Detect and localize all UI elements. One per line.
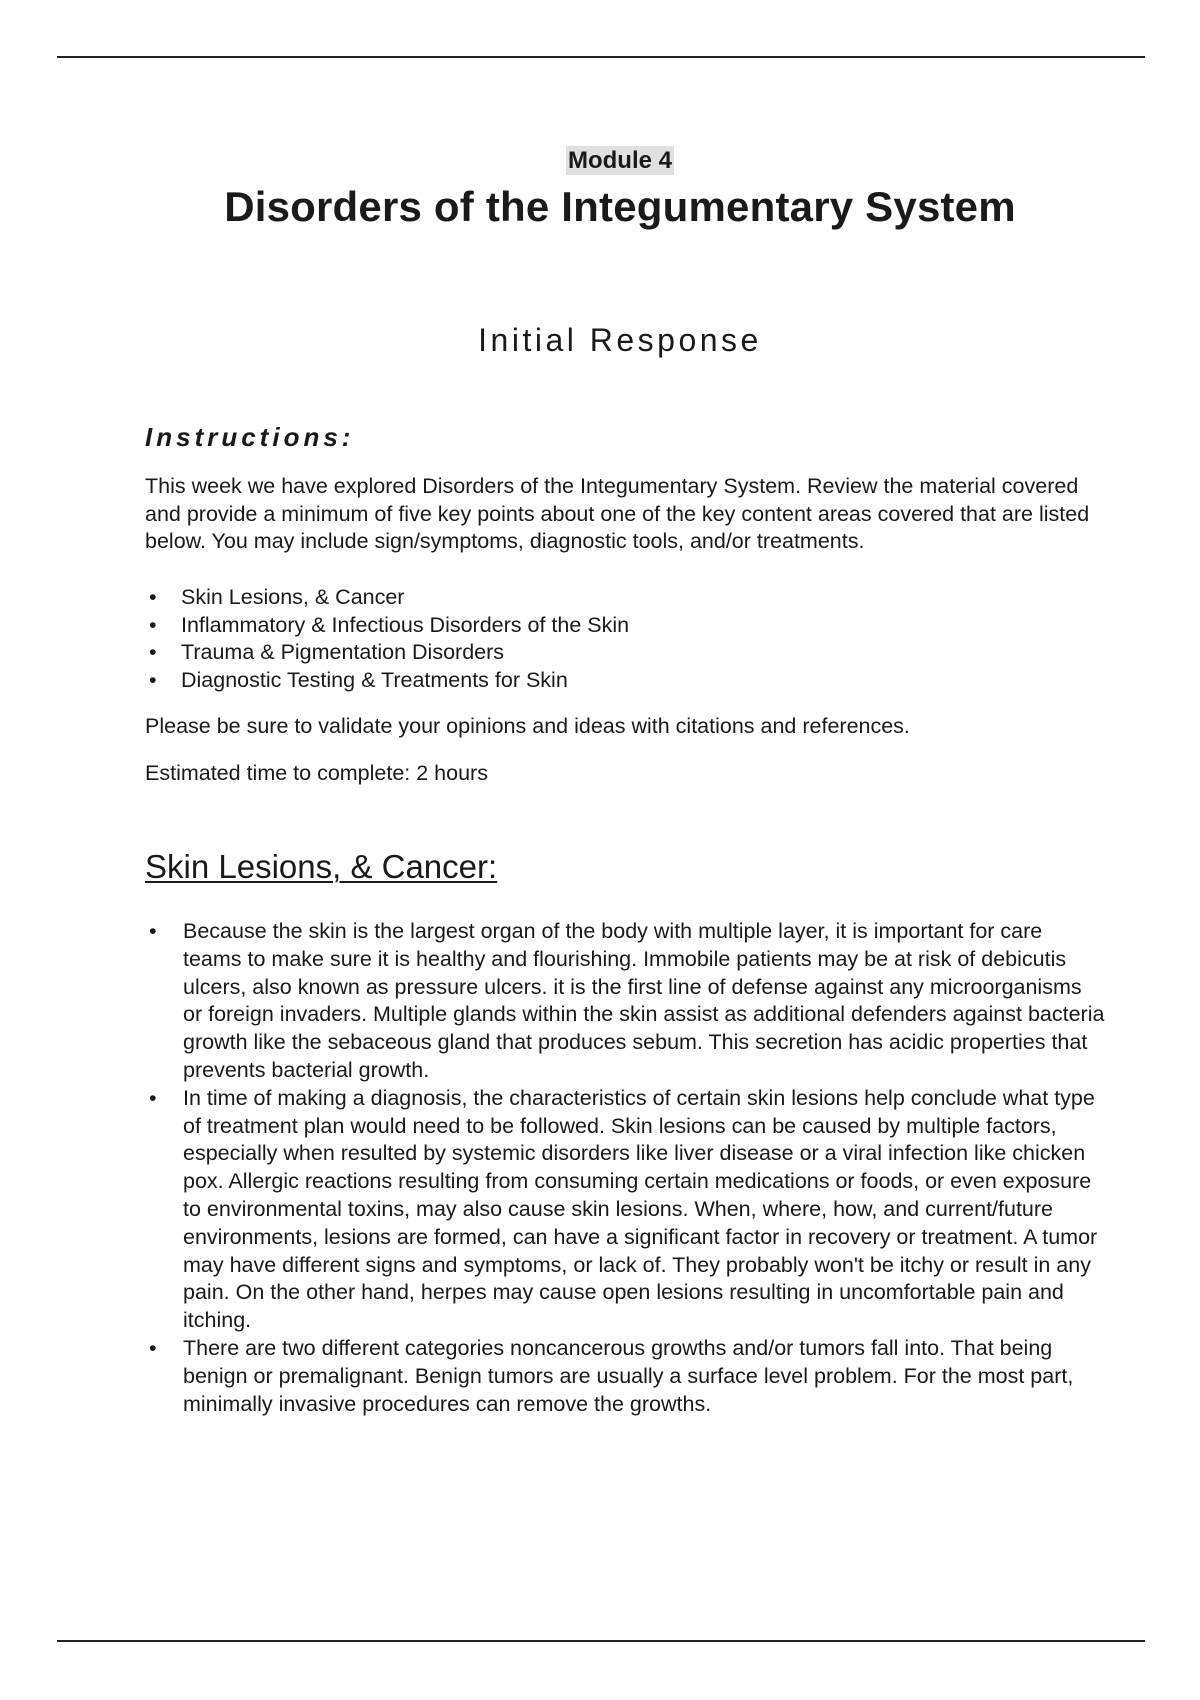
page-title: Disorders of the Integumentary System <box>224 183 1016 230</box>
key-point: • In time of making a diagnosis, the characteristics of certain skin lesions help conclude what type of treatment plan would need to be followed. Skin lesions can be caused by multiple factors, especially when resulted by systemic disorders like liver disease or a viral infection like chicken pox. Allergic reactions resulting from consuming certain medications or foods, or even exposure to environmental toxins, may also cause skin lesions. When, where, how, and current/future environments, lesions are formed, can have a significant factor in recovery or treatment. A tumor may have different signs and symptoms, or lack of. They probably won't be itchy or result in any pain. On the other hand, herpes may cause open lesions resulting in uncomfortable pain and itching. <box>145 1085 1105 1335</box>
key-points-list <box>145 918 1105 1418</box>
topic-item: • Skin Lesions, & Cancer <box>145 584 629 612</box>
topic-item: • Trauma & Pigmentation Disorders <box>145 639 629 667</box>
top-rule <box>57 56 1145 58</box>
key-point: • Because the skin is the largest organ of the body with multiple layer, it is important for care teams to make sure it is healthy and flourishing. Immobile patients may be at risk of debicutis ulcers, also known as pressure ulcers. it is the first line of defense against any microorganisms or foreign invaders. Multiple glands within the skin assist as additional defenders against bacteria growth like the sebaceous gland that produces sebum. This secretion has acidic properties that prevents bacterial growth. <box>145 918 1105 1085</box>
time-estimate: Estimated time to complete: 2 hours <box>145 761 488 785</box>
topic-list <box>145 584 629 694</box>
instructions-intro: This week we have explored Disorders of the Integumentary System. Review the material covered and provide a minimum of five key points about one of the key content areas covered that are listed below. You may include sign/symptoms, diagnostic tools, and/or treatments. <box>145 474 1090 553</box>
module-label <box>145 147 1095 175</box>
key-point: • There are two different categories noncancerous growths and/or tumors fall into. That being benign or premalignant. Benign tumors are usually a surface level problem. For the most part, minimally invasive procedures can remove the growths. <box>145 1335 1105 1418</box>
module-label-text: Module 4 <box>567 147 672 174</box>
validate-note: Please be sure to validate your opinions and ideas with citations and references. <box>145 714 910 738</box>
topic-item: • Diagnostic Testing & Treatments for Skin <box>145 667 629 695</box>
instructions-heading: Instructions: <box>145 422 355 452</box>
page-subtitle: Initial Response <box>478 322 762 358</box>
topic-item: • Inflammatory & Infectious Disorders of the Skin <box>145 612 629 640</box>
section-heading: Skin Lesions, & Cancer: <box>145 848 498 885</box>
bottom-rule <box>57 1640 1145 1642</box>
